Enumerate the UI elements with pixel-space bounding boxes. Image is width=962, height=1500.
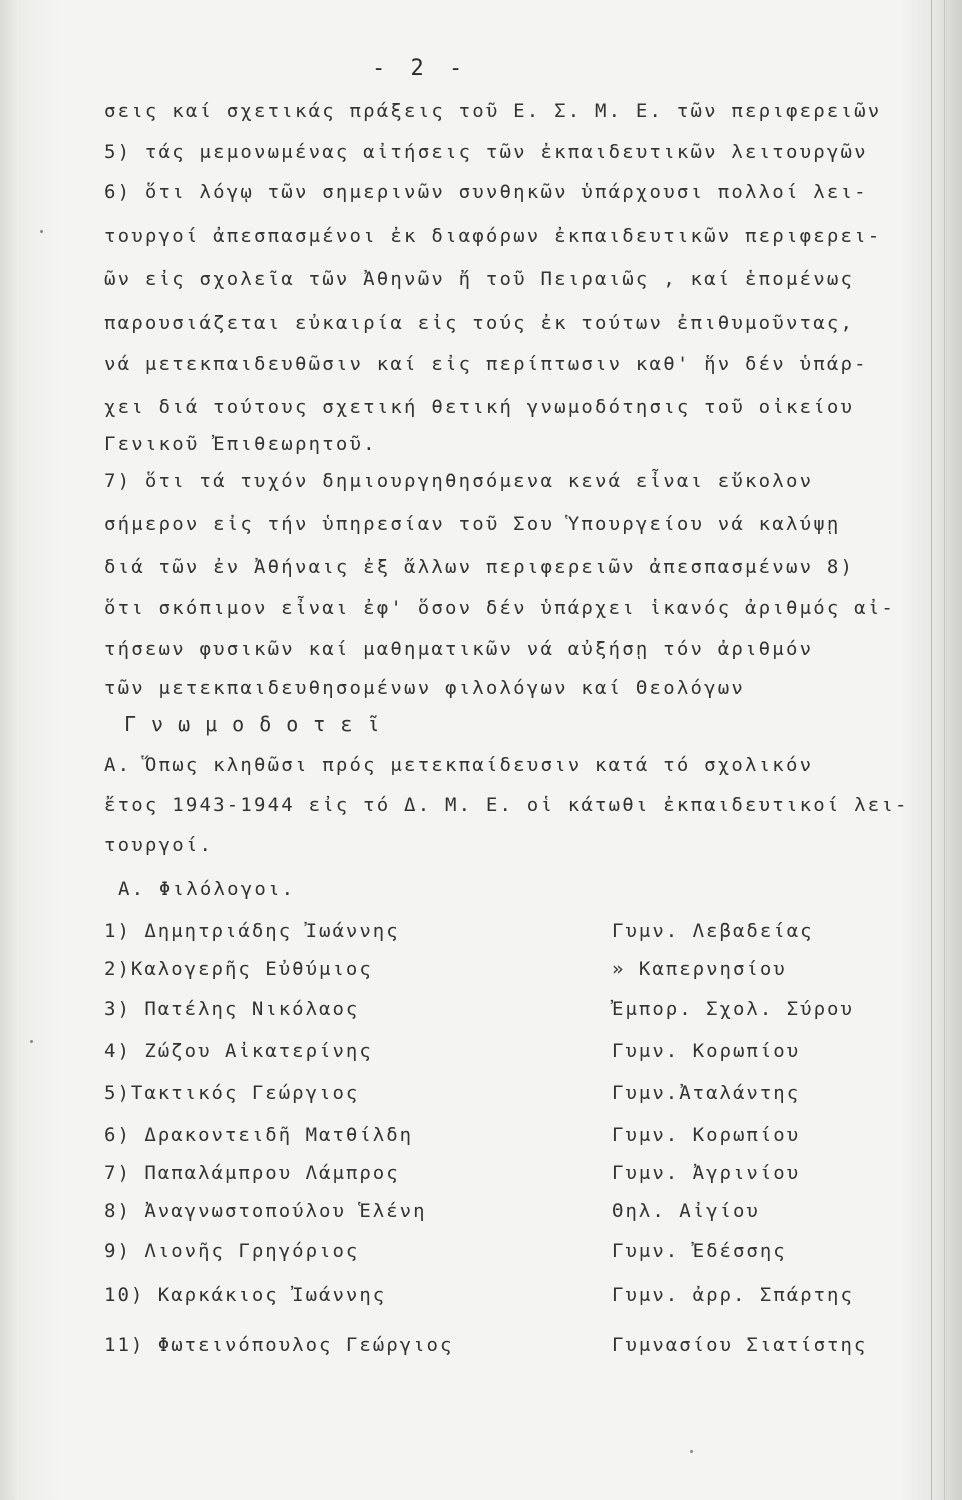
body-line: παρουσιάζεται εὐκαιρία εἰς τούς ἐκ τούτων ἐπιθυμοῦντας, xyxy=(104,312,855,334)
body-line: 7) ὅτι τά τυχόν δημιουργηθησόμενα κενά εἶναι εὔκολον xyxy=(104,470,814,492)
page-edge-line xyxy=(931,0,932,1500)
body-line: νά μετεκπαιδευθῶσιν καί εἰς περίπτωσιν καθ' ἥν δέν ὑπάρ- xyxy=(104,353,868,375)
teacher-name: 10) Καρκάκιος Ἰωάννης xyxy=(104,1284,387,1306)
teacher-school: Γυμνασίου Σιατίστης xyxy=(612,1334,868,1356)
body-line: 5) τάς μεμονωμένας αἰτήσεις τῶν ἐκπαιδευτικῶν λειτουργῶν xyxy=(104,141,868,163)
page-edge-line xyxy=(944,0,945,1500)
body-line: χει διά τούτους σχετική θετική γνωμοδότησις τοῦ οἰκείου xyxy=(104,396,855,418)
body-line: 6) ὅτι λόγῳ τῶν σημερινῶν συνθηκῶν ὑπάρχουσι πολλοί λει- xyxy=(104,181,868,203)
body-line: Γενικοῦ Ἐπιθεωρητοῦ. xyxy=(104,433,377,455)
body-line: σήμερον εἰς τήν ὑπηρεσίαν τοῦ Σου Ὑπουργείου νά καλύψῃ xyxy=(104,513,841,535)
body-line: τήσεων φυσικῶν καί μαθηματικῶν νά αὐξήσῃ τόν ἀριθμόν xyxy=(104,638,814,660)
teacher-name: 2)Καλογερῆς Εὐθύμιος xyxy=(104,958,373,980)
teacher-school: Γυμν.Ἀταλάντης xyxy=(612,1082,801,1104)
body-line: σεις καί σχετικάς πράξεις τοῦ Ε. Σ. Μ. Ε. τῶν περιφερειῶν xyxy=(104,100,882,122)
teacher-name: 4) Ζώζου Αἰκατερίνης xyxy=(104,1040,373,1062)
decision-line: Α. Ὅπως κληθῶσι πρός μετεκπαίδευσιν κατά τό σχολικόν xyxy=(104,754,814,776)
teacher-school: Γυμν. Κορωπίου xyxy=(612,1040,801,1062)
paper-speck xyxy=(40,230,43,233)
body-line: τῶν μετεκπαιδευθησομένων φιλολόγων καί Θεολόγων xyxy=(104,677,746,699)
body-line: ὅτι σκόπιμον εἶναι ἐφ' ὅσον δέν ὑπάρχει ἱκανός ἀριθμός αἰ- xyxy=(104,597,896,619)
teacher-name: 5)Τακτικός Γεώργιος xyxy=(104,1082,360,1104)
paper-speck xyxy=(30,1040,33,1043)
teacher-school: Θηλ. Αἰγίου xyxy=(612,1200,760,1222)
teacher-name: 11) Φωτεινόπουλος Γεώργιος xyxy=(104,1334,454,1356)
page-number: - 2 - xyxy=(372,56,469,81)
teacher-school: Γυμν. Ἐδέσσης xyxy=(612,1240,787,1262)
body-line: διά τῶν ἐν Ἀθήναις ἐξ ἄλλων περιφερειῶν ἀπεσπασμένων 8) xyxy=(104,556,855,578)
teacher-school: Γυμν. Λεβαδείας xyxy=(612,920,814,942)
category-heading: Α. Φιλόλογοι. xyxy=(118,878,296,900)
decision-line: τουργοί. xyxy=(104,834,214,856)
teacher-name: 8) Ἀναγνωστοπούλου Ἑλένη xyxy=(104,1200,427,1222)
decision-line: ἔτος 1943-1944 εἰς τό Δ. Μ. Ε. οἱ κάτωθι ἐκπαιδευτικοί λει- xyxy=(104,794,909,816)
teacher-school: Γυμν. Ἀγρινίου xyxy=(612,1162,801,1184)
teacher-school: » Καπερνησίου xyxy=(612,958,787,980)
paper-speck xyxy=(690,1450,693,1453)
teacher-school: Ἐμπορ. Σχολ. Σύρου xyxy=(612,998,854,1020)
teacher-name: 3) Πατέλης Νικόλαος xyxy=(104,998,360,1020)
teacher-school: Γυμν. ἀρρ. Σπάρτης xyxy=(612,1284,854,1306)
teacher-school: Γυμν. Κορωπίου xyxy=(612,1124,801,1146)
body-line: ῶν εἰς σχολεῖα τῶν Ἀθηνῶν ἤ τοῦ Πειραιῶς , καί ἑπομένως xyxy=(104,268,855,290)
body-line: τουργοί ἀπεσπασμένοι ἐκ διαφόρων ἐκπαιδευτικῶν περιφερει- xyxy=(104,225,882,247)
teacher-name: 6) Δρακοντειδῆ Ματθίλδη xyxy=(104,1124,414,1146)
teacher-name: 9) Λιονῆς Γρηγόριος xyxy=(104,1240,360,1262)
teacher-name: 7) Παπαλάμπρου Λάμπρος xyxy=(104,1162,400,1184)
section-heading: Γνωμοδοτεῖ xyxy=(124,712,395,736)
teacher-name: 1) Δημητριάδης Ἰωάννης xyxy=(104,920,400,942)
